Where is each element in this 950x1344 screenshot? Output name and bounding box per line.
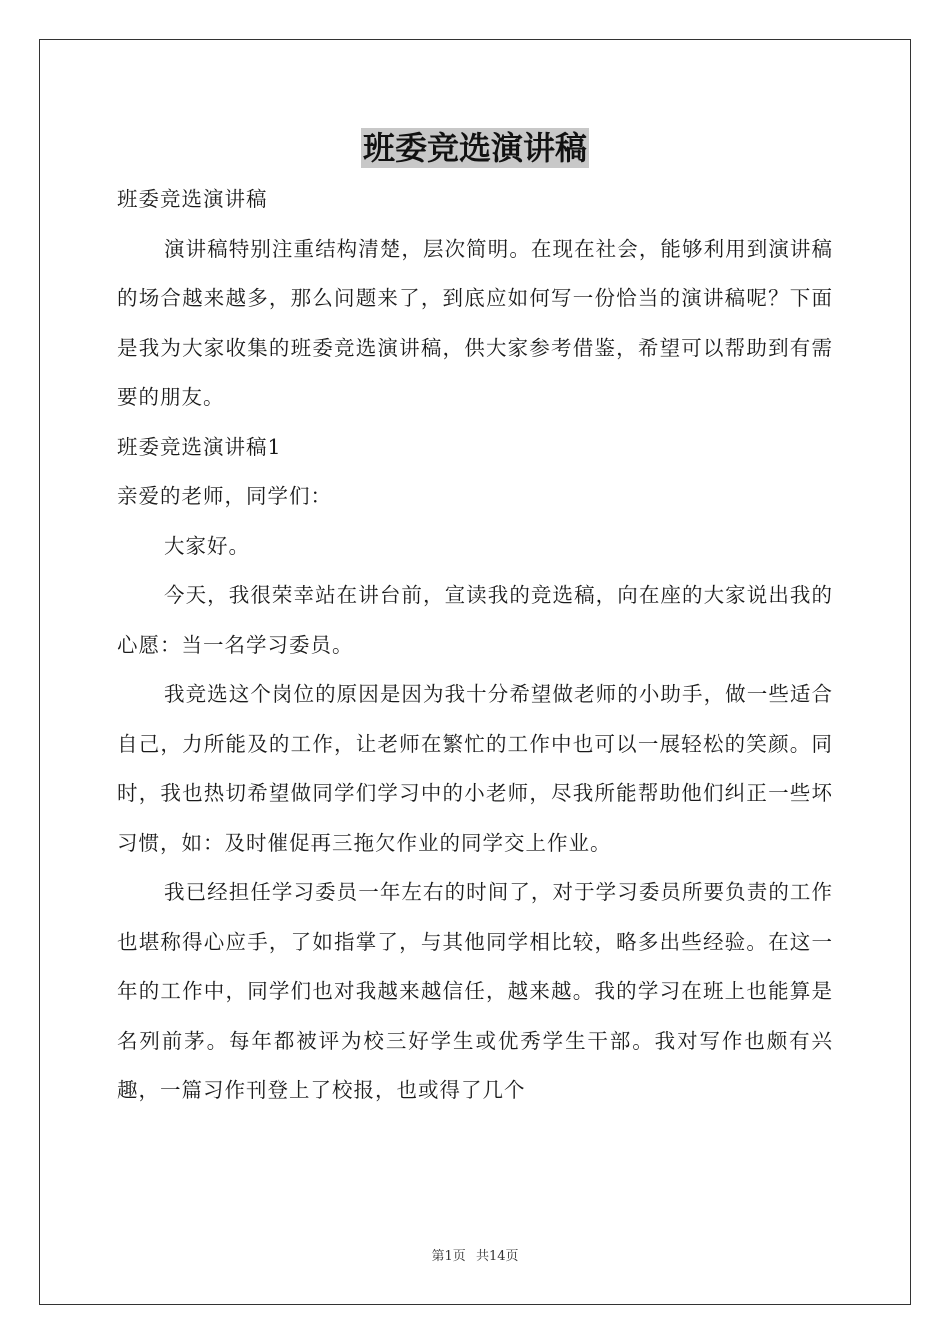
page-total: 共14页 xyxy=(475,1249,519,1264)
document-body xyxy=(117,175,833,1116)
subtitle-paragraph: 班委竞选演讲稿 xyxy=(117,187,268,211)
page-footer xyxy=(0,1245,950,1264)
page-number: 第1页 xyxy=(431,1249,466,1264)
body-paragraph: 今天，我很荣幸站在讲台前，宣读我的竞选稿，向在座的大家说出我的心愿：当一名学习委员。 xyxy=(117,583,833,657)
title-wrap xyxy=(0,128,950,168)
body-paragraph: 我已经担任学习委员一年左右的时间了，对于学习委员所要负责的工作也堪称得心应手，了如指掌了，与其他同学相比较，略多出些经验。在这一年的工作中，同学们也对我越来越信任，越来越。我的学习在班上也能算是名列前茅。每年都被评为校三好学生或优秀学生干部。我对写作也颇有兴趣，一篇习作刊登上了校报，也或得了几个 xyxy=(117,880,833,1102)
document-title: 班委竞选演讲稿 xyxy=(362,129,587,167)
body-paragraph: 我竞选这个岗位的原因是因为我十分希望做老师的小助手，做一些适合自己，力所能及的工作，让老师在繁忙的工作中也可以一展轻松的笑颜。同时，我也热切希望做同学们学习中的小老师，尽我所能帮助他们纠正一些坏习惯，如：及时催促再三拖欠作业的同学交上作业。 xyxy=(117,682,833,855)
section-heading: 班委竞选演讲稿1 xyxy=(117,434,282,459)
intro-paragraph: 演讲稿特别注重结构清楚，层次简明。在现在社会，能够利用到演讲稿的场合越来越多，那么问题来了，到底应如何写一份恰当的演讲稿呢？下面是我为大家收集的班委竞选演讲稿，供大家参考借鉴，希望可以帮助到有需要的朋友。 xyxy=(117,236,833,409)
salutation-paragraph: 亲爱的老师，同学们： xyxy=(117,484,332,508)
greeting-paragraph: 大家好。 xyxy=(164,533,250,558)
